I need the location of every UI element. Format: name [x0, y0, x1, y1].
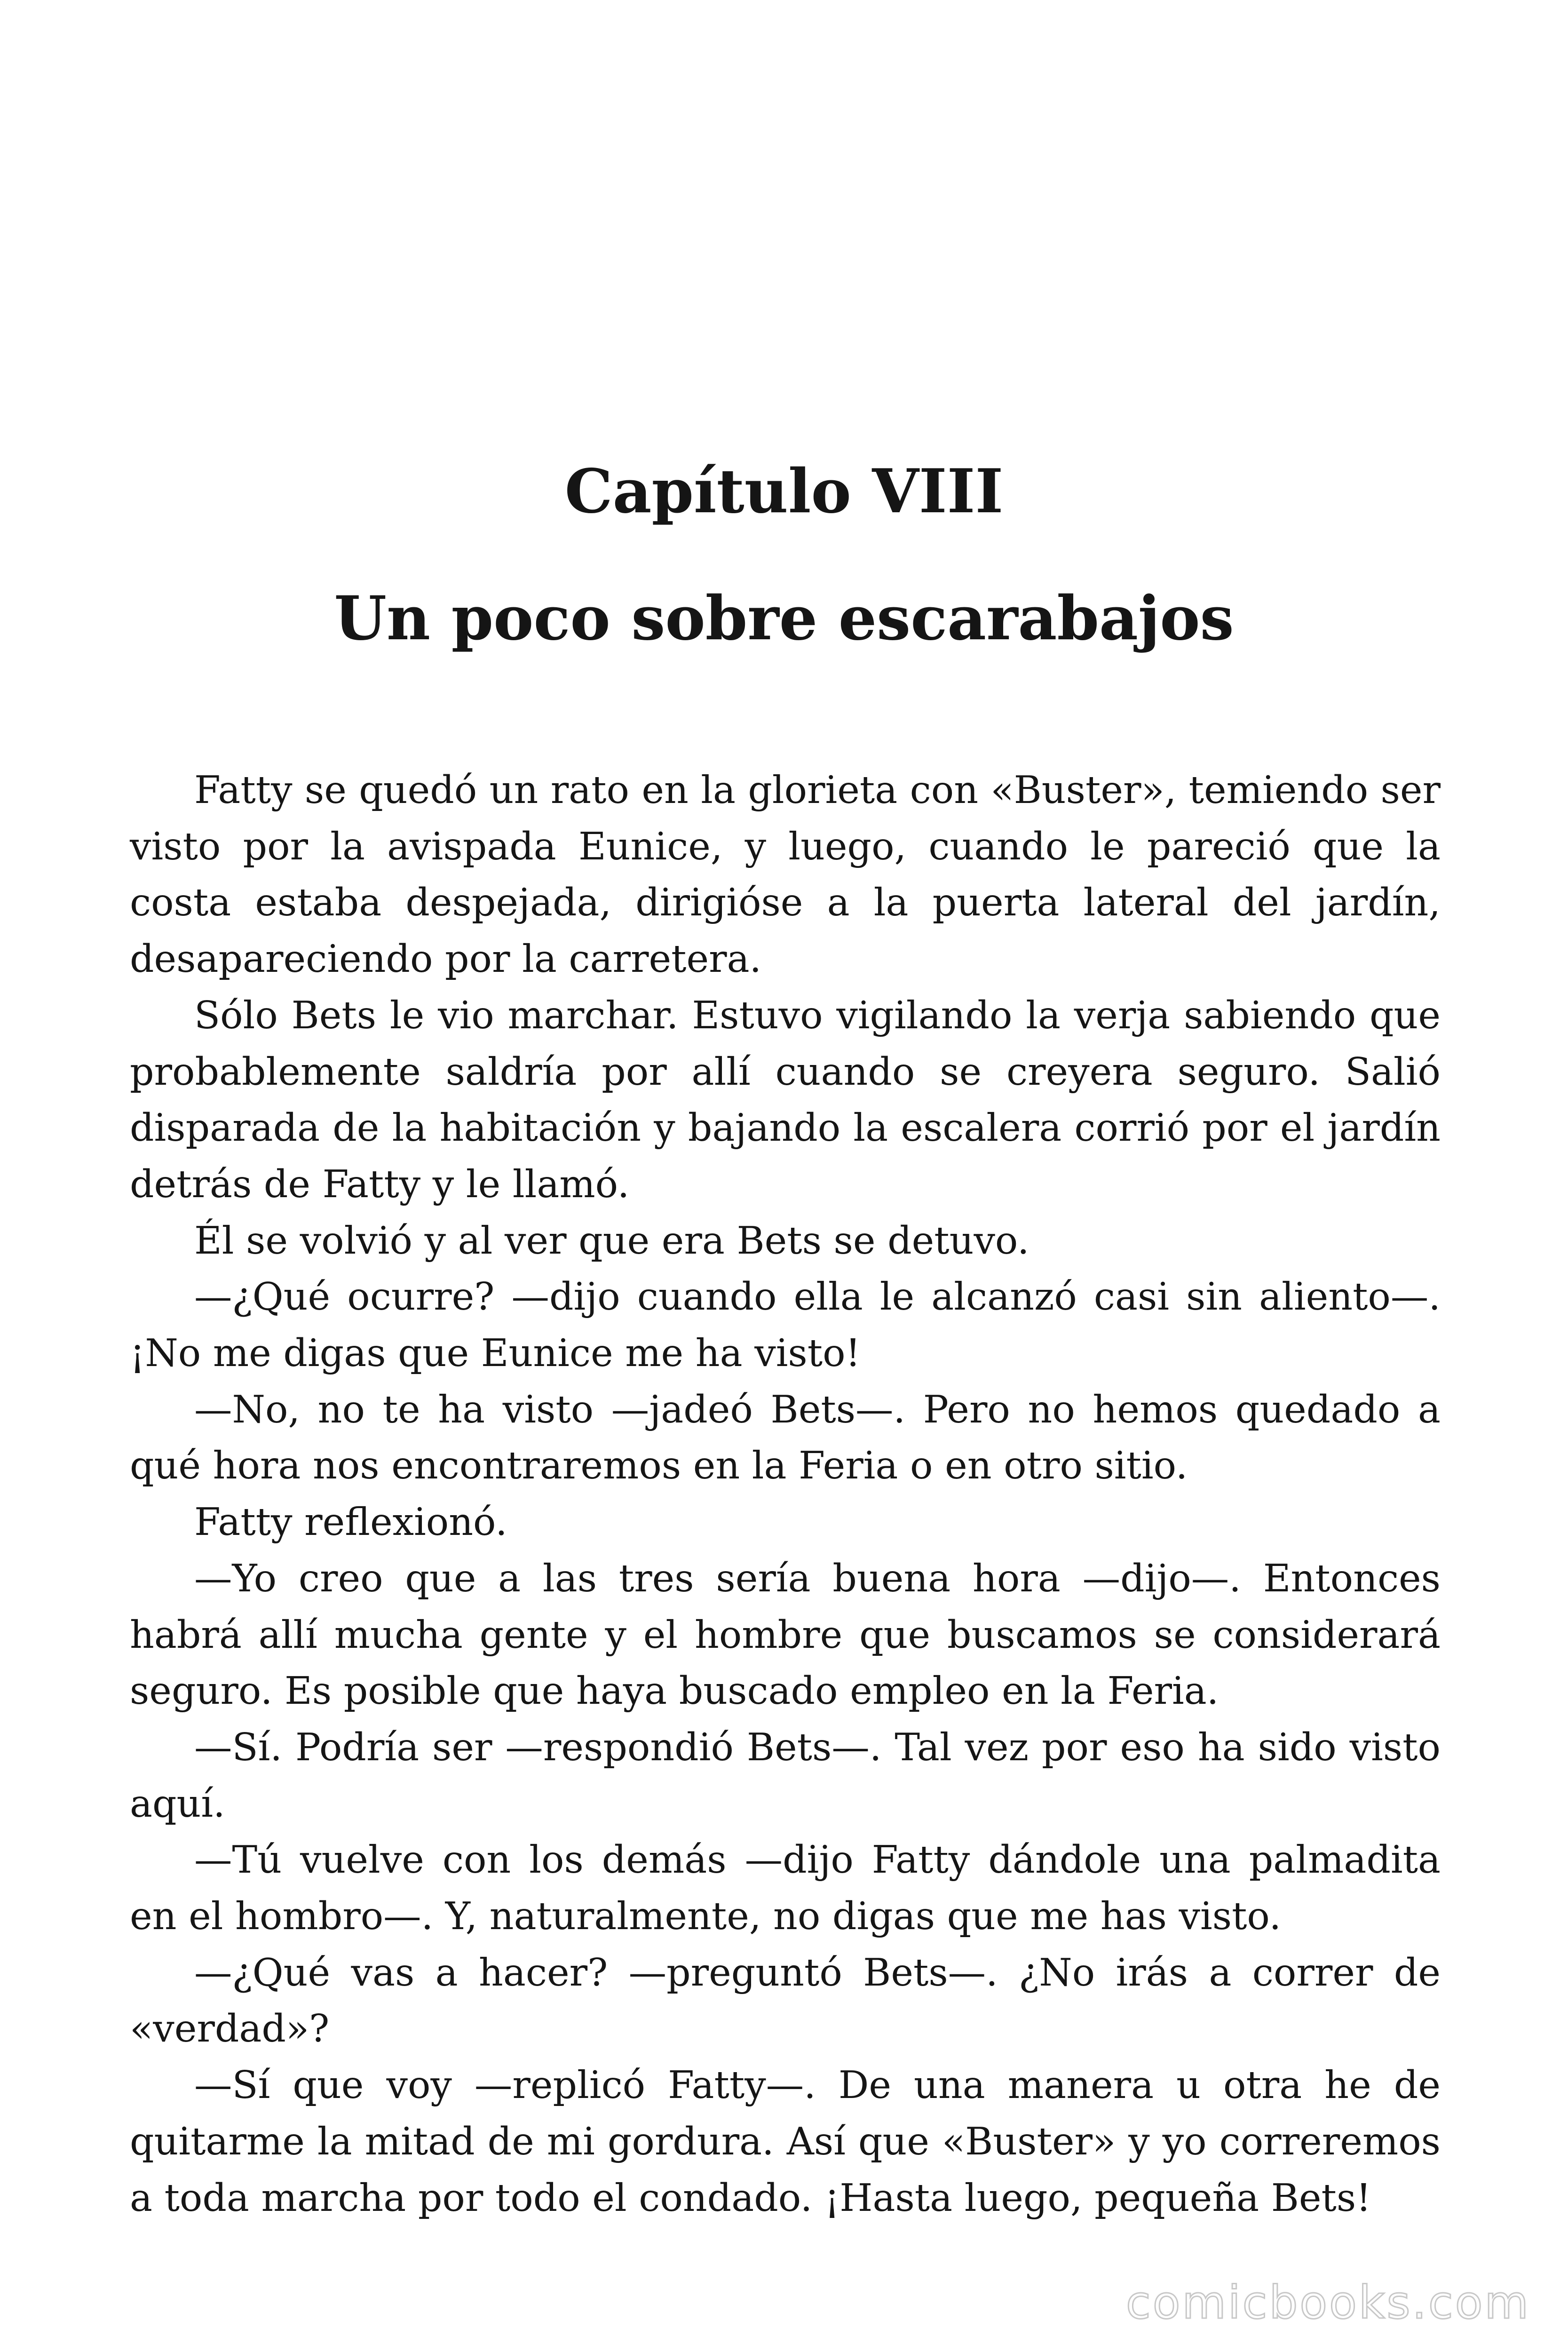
paragraph: Sólo Bets le vio marchar. Estuvo vigilando la verja sabiendo que probablemente saldría por allí cuando se creyera seguro. Salió disparada de la habitación y bajando la escalera corrió por el jardín detrás de Fatty y le llamó.	[130, 993, 1441, 1206]
paragraph: —¿Qué ocurre? —dijo cuando ella le alcanzó casi sin aliento—. ¡No me digas que Eunice me ha visto!	[130, 1274, 1441, 1375]
chapter-title: Un poco sobre escarabajos	[334, 583, 1234, 654]
paragraph: —Yo creo que a las tres sería buena hora —dijo—. Entonces habrá allí mucha gente y el hombre que buscamos se considerará seguro. Es posible que haya buscado empleo en la Feria.	[130, 1556, 1441, 1713]
paragraph: Fatty reflexionó.	[194, 1500, 507, 1544]
paragraph: —Tú vuelve con los demás —dijo Fatty dándole una palmadita en el hombro—. Y, naturalmente, no digas que me has visto.	[130, 1837, 1441, 1939]
watermark: comicbooks.com	[1125, 2276, 1530, 2329]
paragraph: Fatty se quedó un rato en la glorieta con «Buster», temiendo ser visto por la avispada Eunice, y luego, cuando le pareció que la costa estaba despejada, dirigióse a la puerta lateral del jardín, desapareciendo por la carretera.	[130, 768, 1441, 981]
chapter-number: Capítulo VIII	[564, 456, 1004, 527]
paragraph: —Sí que voy —replicó Fatty—. De una manera u otra he de quitarme la mitad de mi gordura. Así que «Buster» y yo correremos a toda marcha por todo el condado. ¡Hasta luego, pequeña Bets!	[130, 2063, 1441, 2220]
paragraph: Él se volvió y al ver que era Bets se detuvo.	[194, 1218, 1029, 1263]
paragraph: —Sí. Podría ser —respondió Bets—. Tal vez por eso ha sido visto aquí.	[130, 1724, 1441, 1826]
paragraph: —No, no te ha visto —jadeó Bets—. Pero no hemos quedado a qué hora nos encontraremos en la Feria o en otro sitio.	[130, 1387, 1441, 1488]
chapter-body	[130, 762, 1441, 2226]
paragraph: —¿Qué vas a hacer? —preguntó Bets—. ¿No irás a correr de «verdad»?	[130, 1950, 1441, 2051]
